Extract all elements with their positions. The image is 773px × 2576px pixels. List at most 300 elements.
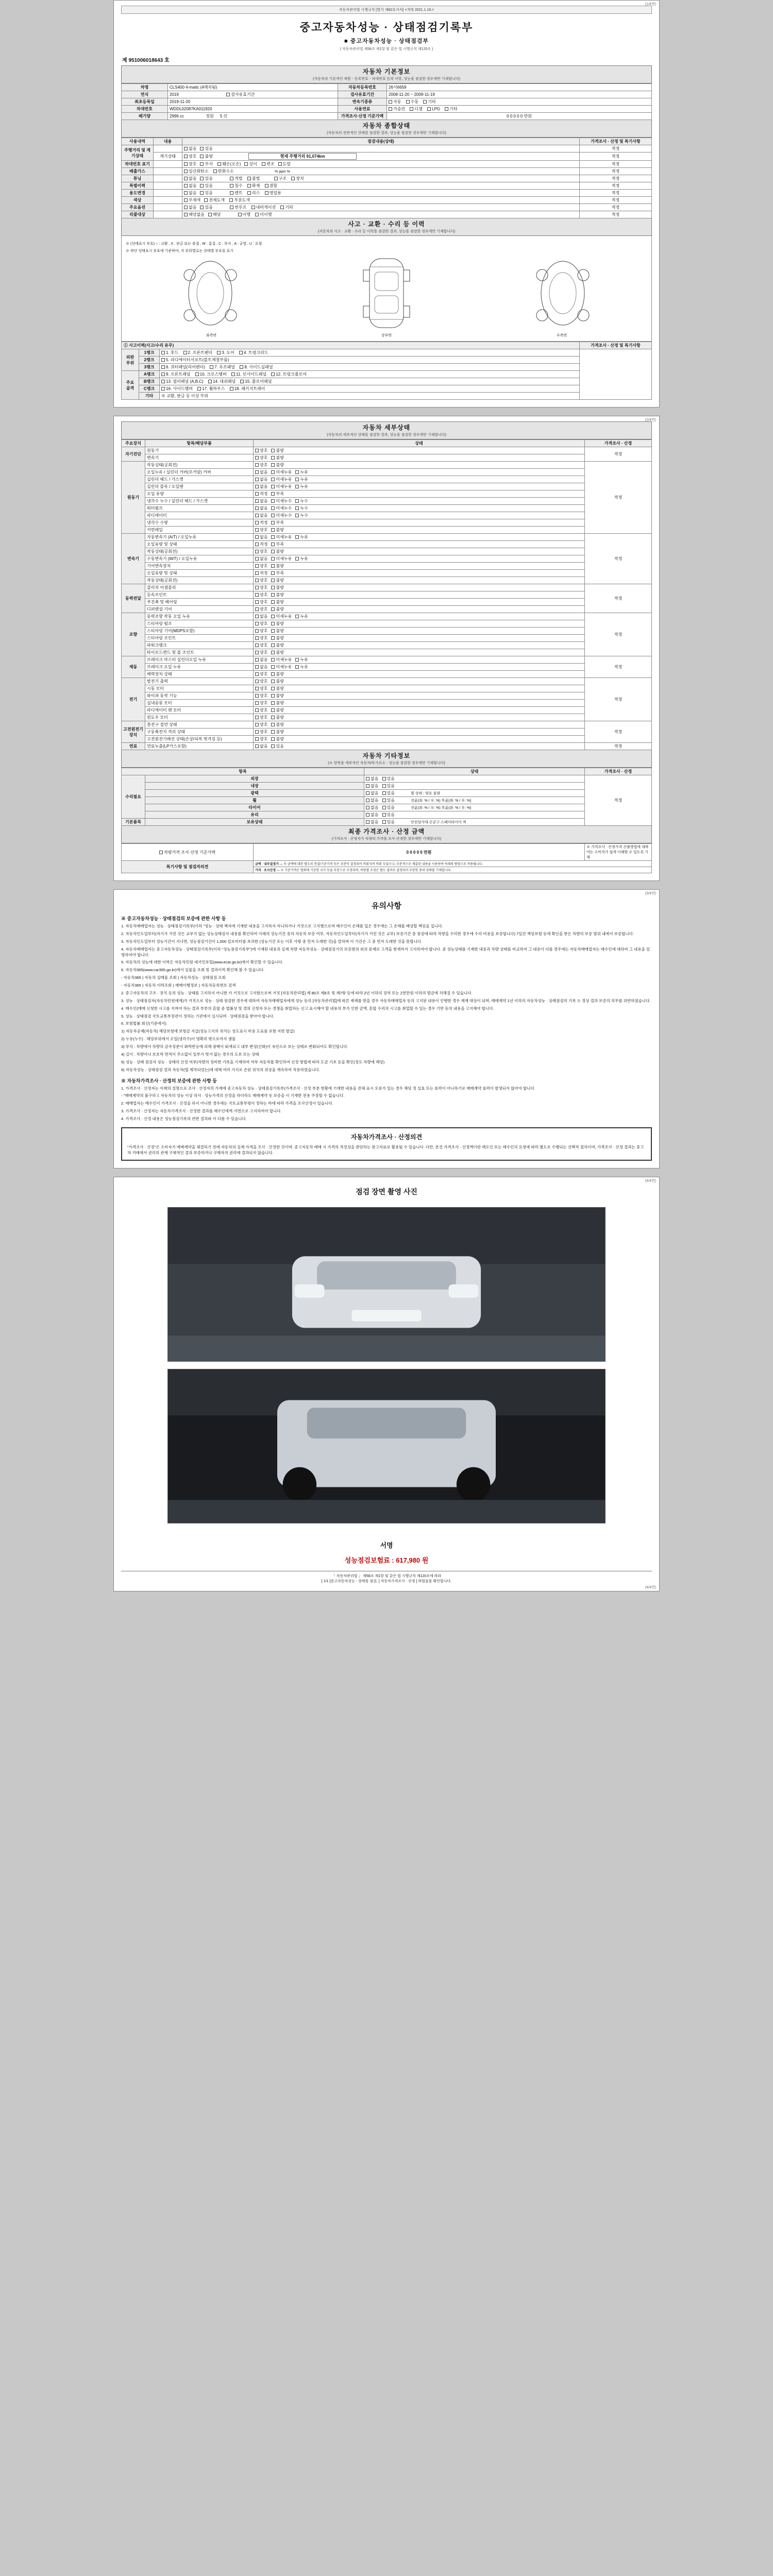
mileage-value: 현재 주행거리 91,074km	[248, 153, 357, 160]
checkbox-icon[interactable]	[255, 629, 259, 633]
checkbox-option[interactable]: 누유	[295, 664, 308, 670]
checkbox-icon[interactable]	[255, 607, 259, 611]
detail-item-state[interactable]	[254, 548, 585, 555]
checkbox-icon[interactable]	[271, 593, 275, 597]
checkbox-option[interactable]: 양호	[255, 707, 267, 713]
checkbox-icon[interactable]	[255, 643, 259, 647]
checkbox-option[interactable]: 불량	[271, 549, 283, 554]
checkbox-icon[interactable]	[255, 672, 259, 676]
checkbox-icon[interactable]	[295, 470, 299, 474]
detail-group-note: 적정	[585, 534, 652, 584]
checkbox-option[interactable]: 적정	[255, 541, 267, 547]
checkbox-option[interactable]: 미세누유	[271, 664, 292, 670]
checkbox-icon[interactable]	[295, 506, 299, 510]
checkbox-option[interactable]: 없음	[255, 505, 267, 511]
detail-item-state[interactable]	[254, 664, 585, 671]
checkbox-icon[interactable]	[382, 799, 386, 802]
checkbox-option[interactable]: 누유	[295, 477, 308, 482]
checkbox-icon[interactable]	[255, 571, 259, 575]
checkbox-icon[interactable]	[271, 708, 275, 712]
checkbox-option[interactable]: 불량	[271, 642, 283, 648]
checkbox-option[interactable]: 불량	[271, 722, 283, 727]
checkbox-option[interactable]: 양호	[255, 527, 267, 533]
detail-item-state[interactable]	[254, 671, 585, 678]
checkbox-icon[interactable]	[271, 615, 275, 618]
checkbox-icon[interactable]	[271, 607, 275, 611]
checkbox-icon[interactable]	[271, 557, 275, 561]
checkbox-option[interactable]: 적정	[255, 520, 267, 526]
checkbox-icon[interactable]	[271, 737, 275, 741]
checkbox-option[interactable]: 불량	[271, 729, 283, 735]
checkbox-icon[interactable]	[271, 643, 275, 647]
checkbox-icon[interactable]	[255, 687, 259, 690]
checkbox-option[interactable]: 없음	[255, 657, 267, 663]
etc-item-state[interactable]	[364, 804, 585, 811]
checkbox-option[interactable]: 양호	[255, 455, 267, 461]
checkbox-icon[interactable]	[271, 672, 275, 676]
checkbox-option[interactable]: 불량	[271, 707, 283, 713]
checkbox-icon[interactable]	[255, 564, 259, 568]
detail-item-state[interactable]	[254, 447, 585, 454]
cell-price: 적정	[580, 175, 652, 182]
checkbox-option[interactable]: 양호	[255, 679, 267, 684]
checkbox-icon[interactable]	[382, 784, 386, 788]
checkbox-icon[interactable]	[255, 492, 259, 496]
checkbox-option[interactable]: 있음	[382, 790, 395, 796]
detail-item-state[interactable]	[254, 692, 585, 700]
checkbox-option[interactable]: 누유	[295, 614, 308, 619]
checkbox-option[interactable]: 없음	[255, 484, 267, 489]
checkbox-option[interactable]: 없음	[255, 477, 267, 482]
checkbox-option[interactable]: 있음	[382, 783, 395, 789]
checkbox-option[interactable]: 미세누유	[271, 614, 292, 619]
checkbox-option[interactable]: 양호	[255, 700, 267, 706]
checkbox-option[interactable]: 양호	[255, 671, 267, 677]
checkbox-option[interactable]: 없음	[366, 776, 378, 782]
checkbox-icon[interactable]	[255, 478, 259, 481]
checkbox-option[interactable]: 양호	[255, 448, 267, 453]
etc-item-state[interactable]	[364, 819, 585, 826]
detail-item-state[interactable]	[254, 519, 585, 527]
checkbox-icon[interactable]	[255, 680, 259, 683]
checkbox-icon[interactable]	[271, 456, 275, 460]
checkbox-option[interactable]: 적정	[255, 570, 267, 576]
checkbox-option[interactable]: 적정	[255, 491, 267, 497]
notice-title: 유의사항	[372, 902, 401, 910]
checkbox-icon[interactable]	[366, 784, 369, 788]
table-row	[122, 527, 652, 534]
detail-item-state[interactable]	[254, 584, 585, 591]
checkbox-option[interactable]: 미세누수	[271, 513, 292, 518]
etc-group-label: 기본품목	[122, 819, 145, 826]
checkbox-option[interactable]: 없음	[366, 790, 378, 796]
page-3	[113, 889, 660, 1168]
accident-diagram-area	[121, 236, 652, 342]
checkbox-icon[interactable]	[255, 615, 259, 618]
checkbox-option[interactable]: 없음	[255, 469, 267, 475]
detail-item-state[interactable]	[254, 642, 585, 649]
checkbox-option[interactable]: 불량	[271, 693, 283, 699]
cell-label: 배기량	[122, 113, 168, 120]
checkbox-option[interactable]: 불량	[271, 700, 283, 706]
checkbox-option[interactable]: 있음	[271, 743, 283, 749]
checkbox-option[interactable]: 불량	[271, 448, 283, 453]
checkbox-icon[interactable]	[255, 723, 259, 726]
detail-item-state[interactable]	[254, 721, 585, 728]
checkbox-option[interactable]: 양호	[255, 715, 267, 720]
checkbox-option[interactable]: 불량	[271, 736, 283, 742]
checkbox-option[interactable]: 미세누유	[271, 477, 292, 482]
checkbox-option[interactable]: 불량	[271, 679, 283, 684]
checkbox-option[interactable]: 있음	[382, 798, 395, 803]
checkbox-icon[interactable]	[255, 535, 259, 539]
checkbox-option[interactable]: 없음	[366, 812, 378, 818]
checkbox-icon[interactable]	[255, 586, 259, 589]
detail-item-state[interactable]	[254, 743, 585, 750]
detail-item-state[interactable]	[254, 714, 585, 721]
checkbox-icon[interactable]	[295, 615, 299, 618]
detail-item-state[interactable]	[254, 728, 585, 736]
detail-item-state[interactable]	[254, 635, 585, 642]
etc-item-state[interactable]	[364, 790, 585, 797]
checkbox-icon[interactable]	[271, 622, 275, 625]
table-row	[122, 613, 652, 620]
checkbox-icon[interactable]	[366, 791, 369, 795]
checkbox-icon[interactable]	[295, 478, 299, 481]
checkbox-option[interactable]: 미세누유	[271, 556, 292, 562]
checkbox-icon[interactable]	[295, 499, 299, 503]
checkbox-option[interactable]: 누수	[295, 505, 308, 511]
checkbox-option[interactable]: 누수	[295, 498, 308, 504]
checkbox-icon[interactable]	[271, 521, 275, 524]
detail-item-state[interactable]	[254, 454, 585, 462]
checkbox-icon[interactable]	[295, 514, 299, 517]
detail-item-state[interactable]	[254, 700, 585, 707]
checkbox-option[interactable]: 양호	[255, 606, 267, 612]
checkbox-option[interactable]: 미세누유	[271, 484, 292, 489]
checkbox-icon[interactable]	[366, 799, 369, 802]
notice-item: - 자동차365 ) 자동차 이력조회 ) 매매이행정보 ) 자동차등록번호 검색	[121, 983, 236, 988]
checkbox-option[interactable]: 불량	[271, 592, 283, 598]
checkbox-icon[interactable]	[271, 478, 275, 481]
checkbox-option[interactable]: 누수	[295, 513, 308, 518]
etc-item-state[interactable]	[364, 783, 585, 790]
page-subtitle: ■ 중고자동차성능 · 상태점검부	[344, 38, 429, 44]
checkbox-icon[interactable]	[271, 658, 275, 662]
checkbox-icon[interactable]	[271, 665, 275, 669]
checkbox-option[interactable]: 없음	[366, 819, 378, 825]
checkbox-option[interactable]: 불량	[271, 650, 283, 655]
checkbox-icon[interactable]	[366, 820, 369, 824]
detail-item-state[interactable]	[254, 505, 585, 512]
checkbox-option[interactable]: 불량	[271, 578, 283, 583]
etc-item-state[interactable]	[364, 797, 585, 804]
checkbox-option[interactable]: 누유	[295, 556, 308, 562]
checkbox-icon[interactable]	[255, 514, 259, 517]
checkbox-icon[interactable]	[271, 723, 275, 726]
checkbox-icon[interactable]	[255, 600, 259, 604]
checkbox-icon[interactable]	[255, 651, 259, 654]
detail-item-label: 스티어링 조인트	[145, 635, 254, 642]
checkbox-icon[interactable]	[271, 744, 275, 748]
checkbox-option[interactable]: 미세누유	[271, 657, 292, 663]
checkbox-icon[interactable]	[382, 813, 386, 817]
checkbox-icon[interactable]	[295, 535, 299, 539]
detail-item-state[interactable]	[254, 649, 585, 656]
checkbox-option[interactable]: 없음	[255, 513, 267, 518]
checkbox-icon[interactable]	[271, 506, 275, 510]
checkbox-icon[interactable]	[295, 665, 299, 669]
detail-item-state[interactable]	[254, 527, 585, 534]
checkbox-icon[interactable]	[255, 694, 259, 698]
checkbox-icon[interactable]	[271, 449, 275, 452]
checkbox-option[interactable]: 불량	[271, 628, 283, 634]
checkbox-option[interactable]: 불량	[271, 606, 283, 612]
checkbox-option[interactable]: 없음	[366, 783, 378, 789]
checkbox-option[interactable]: 누유	[295, 534, 308, 540]
diagram-legend-1: ※ (상태표시 부호) ○ : 교환 , X : 판금 또는 용접 , W : 흠집 , C : 부식 , A : 균열 , U : 요철	[126, 242, 262, 246]
detail-item-state[interactable]	[254, 736, 585, 743]
detail-item-state[interactable]	[254, 483, 585, 490]
checkbox-option[interactable]: 불량	[271, 599, 283, 605]
checkbox-icon[interactable]	[271, 687, 275, 690]
checkbox-option[interactable]: 양호	[255, 592, 267, 598]
checkbox-option[interactable]: 있음	[382, 776, 395, 782]
checkbox-option[interactable]: 없음	[255, 556, 267, 562]
detail-item-state[interactable]	[254, 577, 585, 584]
checkbox-icon[interactable]	[271, 564, 275, 568]
checkbox-icon[interactable]	[382, 806, 386, 809]
checkbox-icon[interactable]	[255, 737, 259, 741]
checkbox-icon[interactable]	[382, 791, 386, 795]
checkbox-option[interactable]: 없음	[255, 498, 267, 504]
checkbox-option[interactable]: 양호	[255, 736, 267, 742]
checkbox-icon[interactable]	[255, 449, 259, 452]
checkbox-option[interactable]: 있음	[382, 819, 395, 825]
checkbox-option[interactable]: 불량	[271, 621, 283, 626]
table-row	[122, 692, 652, 700]
checkbox-option[interactable]: 양호	[255, 578, 267, 583]
checkbox-icon[interactable]	[255, 622, 259, 625]
checkbox-option[interactable]: 누유	[295, 469, 308, 475]
checkbox-option[interactable]: 없음	[255, 664, 267, 670]
detail-item-state[interactable]	[254, 613, 585, 620]
checkbox-option[interactable]: 미세누유	[271, 534, 292, 540]
checkbox-icon[interactable]	[255, 716, 259, 719]
detail-item-state[interactable]	[254, 541, 585, 548]
checkbox-icon[interactable]	[255, 730, 259, 734]
checkbox-option[interactable]: 불량	[271, 462, 283, 468]
checkbox-icon[interactable]	[271, 492, 275, 496]
checkbox-icon[interactable]	[255, 665, 259, 669]
checkbox-icon[interactable]	[271, 694, 275, 698]
checkbox-icon[interactable]	[271, 485, 275, 488]
notice-item: - "매매계약의 불구하고 자동차의 성능 이상 의사 · 성능가격의 산정을 하더라도 매매계약 등 보증을 이 기재한 전용 주장할 수 없습니다.	[121, 1093, 345, 1098]
checkbox-option[interactable]: 양호	[255, 729, 267, 735]
checkbox-option[interactable]: 없음	[366, 798, 378, 803]
checkbox-icon[interactable]	[271, 463, 275, 467]
checkbox-option[interactable]: 불량	[271, 715, 283, 720]
checkbox-icon[interactable]	[255, 579, 259, 582]
detail-item-state[interactable]	[254, 555, 585, 563]
checkbox-option[interactable]: 양호	[255, 686, 267, 691]
checkbox-option[interactable]: 양호	[255, 628, 267, 634]
checkbox-option[interactable]: 양호	[255, 563, 267, 569]
checkbox-option[interactable]: 불량	[271, 686, 283, 691]
checkbox-option[interactable]: 없음	[255, 743, 267, 749]
checkbox-icon[interactable]	[271, 514, 275, 517]
detail-item-state[interactable]	[254, 534, 585, 541]
checkbox-option[interactable]: 양호	[255, 635, 267, 641]
checkbox-option[interactable]: 불량	[271, 635, 283, 641]
checkbox-option[interactable]: 있음	[382, 812, 395, 818]
checkbox-option[interactable]: 양호	[255, 621, 267, 626]
checkbox-option[interactable]: 불량	[271, 585, 283, 590]
checkbox-icon[interactable]	[295, 658, 299, 662]
detail-item-state[interactable]	[254, 707, 585, 714]
rank-cells: ※ 교환, 판금 등 이상 부위	[160, 393, 580, 400]
checkbox-icon[interactable]	[255, 521, 259, 524]
checkbox-option[interactable]: 있음	[382, 805, 395, 810]
checkbox-option[interactable]: 미세누수	[271, 498, 292, 504]
detail-item-state[interactable]	[254, 591, 585, 599]
condition-band	[121, 120, 652, 138]
checkbox-option[interactable]: 부족	[271, 570, 283, 576]
checkbox-option[interactable]: 양호	[255, 650, 267, 655]
checkbox-option[interactable]: 불량	[271, 671, 283, 677]
checkbox-option[interactable]: 없음	[255, 534, 267, 540]
checkbox-icon[interactable]	[255, 485, 259, 488]
checkbox-option[interactable]: 누유	[295, 657, 308, 663]
checkbox-icon[interactable]	[255, 744, 259, 748]
detail-item-state[interactable]	[254, 656, 585, 664]
detail-item-label: 자동변속기 (A/T) / 오일누유	[145, 534, 254, 541]
etc-item-state[interactable]	[364, 811, 585, 819]
car-top-diagram	[348, 255, 425, 332]
inspection-photo-front	[167, 1207, 606, 1362]
checkbox-option[interactable]: 양호	[255, 599, 267, 605]
checkbox-option[interactable]: 미세누유	[271, 469, 292, 475]
checkbox-icon[interactable]	[255, 708, 259, 712]
checkbox-icon[interactable]	[255, 470, 259, 474]
checkbox-icon[interactable]	[271, 701, 275, 705]
detail-item-state[interactable]	[254, 563, 585, 570]
checkbox-option[interactable]: 양호	[255, 722, 267, 727]
checkbox-icon[interactable]	[271, 571, 275, 575]
checkbox-icon[interactable]	[255, 593, 259, 597]
checkbox-icon[interactable]	[382, 820, 386, 824]
checkbox-icon[interactable]	[255, 636, 259, 640]
footer-note-1: 「 자동차관리법 」 제58조 제1항 및 같은 법 시행규칙 제120조에 따라	[331, 1574, 442, 1579]
checkbox-icon[interactable]	[271, 636, 275, 640]
detail-item-state[interactable]	[254, 685, 585, 692]
checkbox-icon[interactable]	[271, 550, 275, 553]
detail-item-state[interactable]	[254, 620, 585, 628]
checkbox-icon[interactable]	[295, 557, 299, 561]
checkbox-icon[interactable]	[271, 600, 275, 604]
checkbox-icon[interactable]	[255, 499, 259, 503]
checkbox-icon[interactable]	[366, 777, 369, 781]
checkbox-option[interactable]: 양호	[255, 585, 267, 590]
checkbox-icon[interactable]	[366, 813, 369, 817]
etc-item-state[interactable]	[364, 775, 585, 783]
table-row	[122, 707, 652, 714]
checkbox-option[interactable]: 불량	[271, 527, 283, 533]
detail-item-state[interactable]	[254, 599, 585, 606]
checkbox-option[interactable]: 부족	[271, 520, 283, 526]
checkbox-icon[interactable]	[271, 730, 275, 734]
checkbox-option[interactable]: 양호	[255, 462, 267, 468]
checkbox-icon[interactable]	[255, 557, 259, 561]
detail-item-state[interactable]	[254, 469, 585, 476]
detail-item-state[interactable]	[254, 570, 585, 577]
cell-label: 자동차등록번호	[338, 84, 387, 91]
detail-item-state[interactable]	[254, 678, 585, 685]
table-row	[122, 584, 652, 591]
checkbox-icon[interactable]	[255, 506, 259, 510]
detail-item-state[interactable]	[254, 512, 585, 519]
checkbox-icon[interactable]	[255, 456, 259, 460]
checkbox-option[interactable]: 없음	[255, 614, 267, 619]
checkbox-option[interactable]: 양호	[255, 693, 267, 699]
etc-extra-note: 안전삼각대 손공구 스페어타이어 잭	[410, 821, 466, 824]
detail-item-state[interactable]	[254, 606, 585, 613]
checkbox-icon[interactable]	[271, 535, 275, 539]
checkbox-icon[interactable]	[271, 586, 275, 589]
inspection-fee	[121, 1552, 652, 1568]
checkbox-icon[interactable]	[255, 701, 259, 705]
checkbox-icon[interactable]	[271, 579, 275, 582]
checkbox-icon[interactable]	[271, 528, 275, 532]
checkbox-option[interactable]: 누유	[295, 484, 308, 489]
checkbox-option[interactable]: 불량	[271, 563, 283, 569]
checkbox-icon[interactable]	[255, 658, 259, 662]
checkbox-icon[interactable]	[271, 470, 275, 474]
detail-item-state[interactable]	[254, 628, 585, 635]
col-check: 점검내용(상태)	[182, 138, 580, 145]
checkbox-icon[interactable]	[271, 629, 275, 633]
checkbox-icon[interactable]	[295, 485, 299, 488]
checkbox-icon[interactable]	[271, 716, 275, 719]
etc-item-label: 외장	[145, 775, 364, 783]
notice-item: 5) 성능 · 상태 점검자 성능 · 상태의 산정 여부(차량의 정비한 기록을 기재하여 여부 자동차를 확인하여 선정 방법에 따라 도금 기초 등을 확인(정도 차량에 해당)	[121, 1059, 385, 1064]
checkbox-option[interactable]: 양호	[255, 549, 267, 554]
checkbox-option[interactable]: 미세누수	[271, 505, 292, 511]
checkbox-icon[interactable]	[255, 528, 259, 532]
checkbox-icon[interactable]	[255, 463, 259, 467]
checkbox-option[interactable]: 없음	[366, 805, 378, 810]
checkbox-icon[interactable]	[271, 651, 275, 654]
checkbox-icon[interactable]	[382, 777, 386, 781]
detail-item-state[interactable]	[254, 490, 585, 498]
checkbox-icon[interactable]	[366, 806, 369, 809]
table-row	[122, 113, 652, 120]
table-row	[122, 211, 652, 218]
checkbox-option[interactable]: 양호	[255, 642, 267, 648]
detail-item-state[interactable]	[254, 498, 585, 505]
checkbox-icon[interactable]	[271, 499, 275, 503]
checkbox-option[interactable]: 불량	[271, 455, 283, 461]
checkbox-icon[interactable]	[255, 543, 259, 546]
checkbox-option[interactable]: 부족	[271, 491, 283, 497]
checkbox-option[interactable]: 부족	[271, 541, 283, 547]
checkbox-icon[interactable]	[271, 543, 275, 546]
detail-item-state[interactable]	[254, 476, 585, 483]
checkbox-icon[interactable]	[255, 550, 259, 553]
detail-item-state[interactable]	[254, 462, 585, 469]
checkbox-icon[interactable]	[271, 680, 275, 683]
serial-number: 951006018643	[128, 58, 163, 63]
